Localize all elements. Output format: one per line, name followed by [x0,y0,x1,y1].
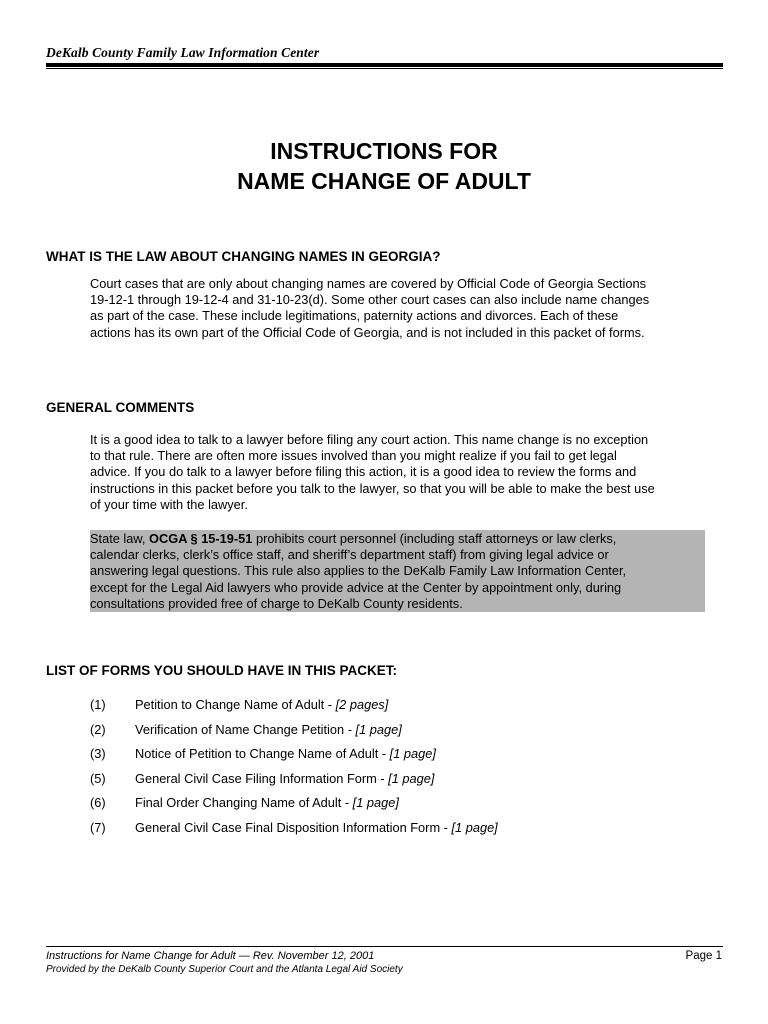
notice-line1-rest: prohibits court personnel (including staff attorneys or law clerks, [252,531,617,546]
form-title: General Civil Case Final Disposition Information Form - [135,819,452,835]
list-item-number: (1) [90,697,106,712]
form-page-count: [1 page] [451,819,498,835]
paragraph-line: Court cases that are only about changing names are covered by Official Code of Georgia Sections [90,276,647,291]
paragraph-line: instructions in this packet before you talk to the lawyer, so that you will be able to make the best use [90,480,655,496]
general-comments-paragraph [90,432,715,513]
section-heading-general-comments: GENERAL COMMENTS [46,400,195,415]
form-title: Notice of Petition to Change Name of Adult - [135,746,390,761]
forms-list [90,697,710,844]
form-title: Final Order Changing Name of Adult - [135,795,353,810]
footer-rule [46,946,723,947]
form-title: Petition to Change Name of Adult - [135,697,336,712]
document-title-line-1: INSTRUCTIONS FOR [270,138,498,164]
form-page-count: [2 pages] [335,697,389,712]
notice-prefix: State law, [90,531,150,546]
form-page-count: [1 page] [352,795,399,810]
paragraph-line: as part of the case. These include legitimations, paternity actions and divorces. Each of these [90,308,619,324]
section-heading-law: WHAT IS THE LAW ABOUT CHANGING NAMES IN GEORGIA? [46,249,441,264]
list-item-number: (7) [90,819,106,835]
list-item-number: (2) [90,721,106,737]
list-item-text [135,746,436,762]
list-item-text [135,771,434,787]
notice-line: answering legal questions. This rule also applies to the DeKalb Family Law Information Center, [90,563,627,579]
law-paragraph [90,276,715,341]
header-rule [46,63,723,69]
page-number: Page 1 [685,950,722,962]
notice-line: consultations provided free of charge to DeKalb County residents. [90,595,463,611]
list-item-text [135,795,399,811]
list-item [90,746,710,771]
list-item-text [135,820,498,836]
form-title: General Civil Case Filing Information Form - [135,770,389,786]
form-page-count: [1 page] [389,746,436,761]
list-item-number: (5) [90,770,106,786]
list-item [90,697,710,722]
state-law-notice [90,530,705,612]
paragraph-line: of your time with the lawyer. [90,496,248,512]
list-item-text [135,697,388,713]
list-item-number: (3) [90,746,106,761]
notice-line: except for the Legal Aid lawyers who provide advice at the Center by appointment only, during [90,579,622,595]
list-item [90,820,710,845]
statute-reference: OCGA § 15-19-51 [149,531,253,546]
form-title: Verification of Name Change Petition - [135,721,356,737]
header-title: DeKalb County Family Law Information Center [46,45,320,60]
list-item [90,795,710,820]
list-item-text [135,722,402,738]
form-page-count: [1 page] [388,770,435,786]
notice-line: calendar clerks, clerk’s office staff, and sheriff’s department staff) from giving legal advice or [90,547,609,563]
paragraph-line: advice. If you do talk to a lawyer before filing this action, it is a good idea to review the forms and [90,464,637,480]
footer-provider: Provided by the DeKalb County Superior Court and the Atlanta Legal Aid Society [46,964,403,975]
paragraph-line: actions has its own part of the Official Code of Georgia, and is not included in this packet of forms. [90,324,645,340]
list-item [90,722,710,747]
footer-revision: Instructions for Name Change for Adult — Rev. November 12, 2001 [46,950,375,962]
paragraph-line: to that rule. There are often more issues involved than you might realize if you fail to get legal [90,448,617,464]
form-page-count: [1 page] [355,721,402,737]
list-item-number: (6) [90,795,106,810]
list-item [90,771,710,796]
section-heading-forms-list: LIST OF FORMS YOU SHOULD HAVE IN THIS PACKET: [46,663,398,678]
notice-line [90,531,705,547]
document-title-line-2: NAME CHANGE OF ADULT [237,168,531,194]
paragraph-line: 19-12-1 through 19-12-4 and 31-10-23(d). Some other court cases can also include name changes [90,292,650,308]
paragraph-line: It is a good idea to talk to a lawyer before filing any court action. This name change is no exception [90,432,649,447]
